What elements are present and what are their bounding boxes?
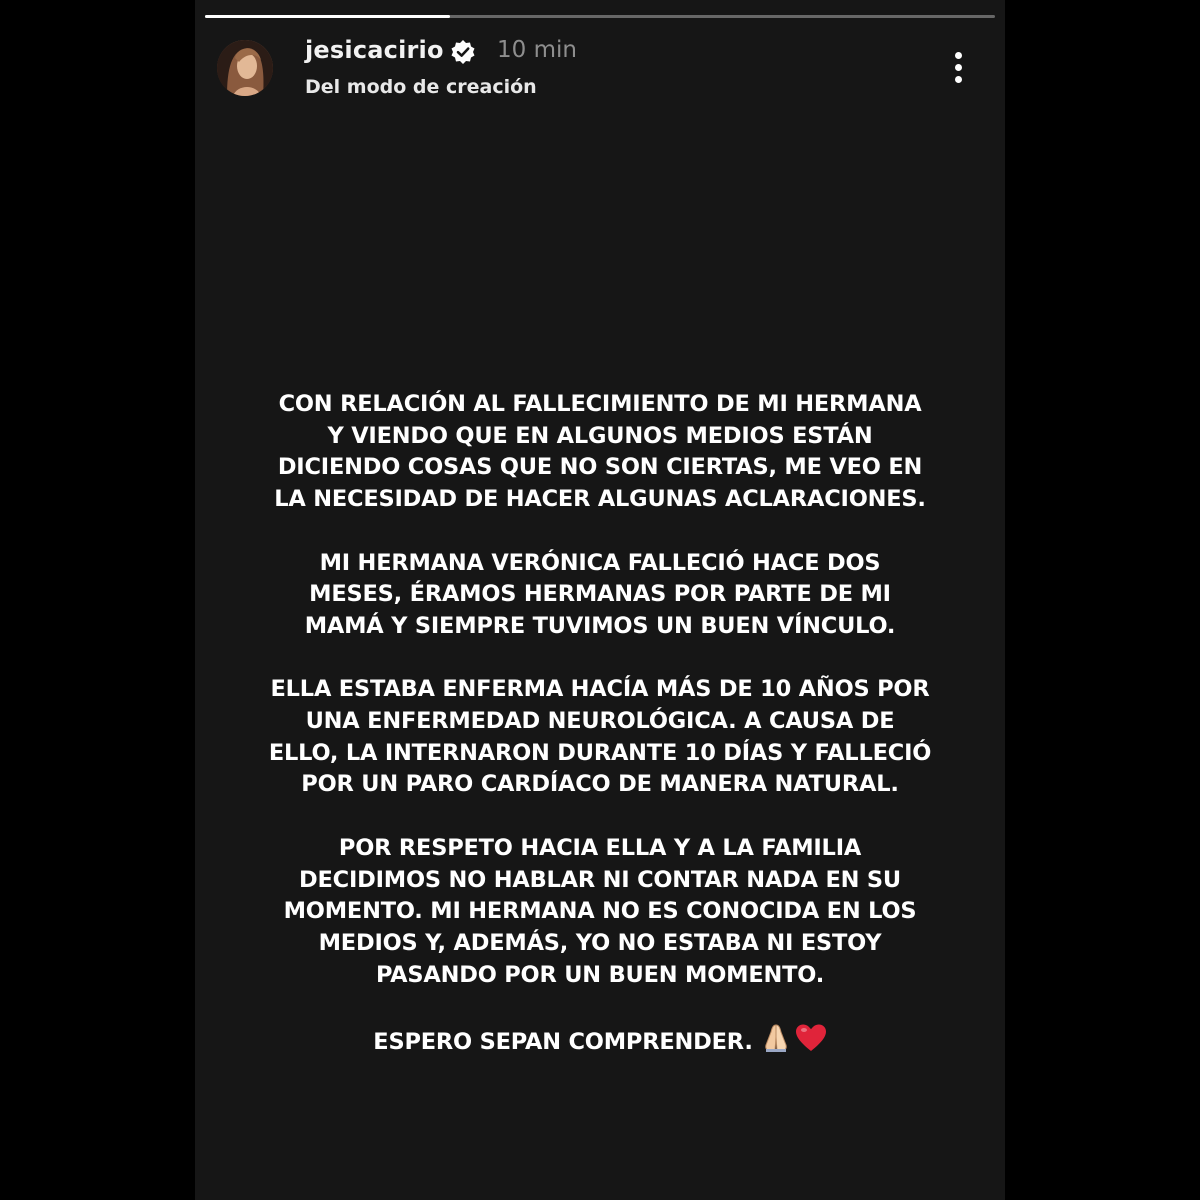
text-line: MAMÁ Y SIEMPRE TUVIMOS UN BUEN VÍNCULO.: [304, 612, 896, 639]
story-progress-fill: [205, 15, 450, 18]
post-timestamp: 10 min: [497, 37, 577, 63]
text-line: ELLO, LA INTERNARON DURANTE 10 DÍAS Y FALLECIÓ: [268, 739, 932, 766]
text-line: ELLA ESTABA ENFERMA HACÍA MÁS DE 10 AÑOS POR: [270, 676, 930, 703]
text-line: DICIENDO COSAS QUE NO SON CIERTAS, ME VEO EN: [277, 454, 923, 481]
more-vertical-icon: [955, 52, 962, 59]
text-line: POR UN PARO CARDÍACO DE MANERA NATURAL.: [301, 771, 899, 798]
red-heart-icon: [795, 1023, 827, 1063]
paragraph-2: [215, 548, 985, 643]
paragraph-1: [215, 389, 985, 516]
text-line: UNA ENFERMEDAD NEUROLÓGICA. A CAUSA DE: [305, 708, 895, 734]
text-line: Y VIENDO QUE EN ALGUNOS MEDIOS ESTÁN: [327, 422, 873, 449]
closing-text: ESPERO SEPAN COMPRENDER.: [373, 1029, 753, 1055]
story-source-label[interactable]: Del modo de creación: [305, 76, 537, 98]
avatar[interactable]: [217, 40, 273, 96]
paragraph-3: [215, 674, 985, 801]
text-line: LA NECESIDAD DE HACER ALGUNAS ACLARACIONES.: [274, 486, 926, 513]
story-text: [215, 389, 985, 1063]
folded-hands-icon: [759, 1023, 793, 1063]
closing-paragraph: [215, 1023, 985, 1063]
text-line: POR RESPETO HACIA ELLA Y A LA FAMILIA: [338, 834, 862, 861]
story-view[interactable]: [195, 0, 1005, 1200]
more-options-button[interactable]: [943, 46, 975, 88]
text-line: MI HERMANA VERÓNICA FALLECIÓ HACE DOS: [319, 549, 881, 576]
text-line: MESES, ÉRAMOS HERMANAS POR PARTE DE MI: [309, 581, 891, 608]
paragraph-4: [215, 833, 985, 992]
verified-badge-icon: [450, 39, 476, 65]
closing-line: [215, 1023, 985, 1063]
username[interactable]: jesicacirio: [305, 36, 444, 64]
story-progress-bar: [205, 15, 995, 18]
text-line: MOMENTO. MI HERMANA NO ES CONOCIDA EN LOS: [283, 898, 917, 925]
text-line: PASANDO POR UN BUEN MOMENTO.: [375, 961, 825, 988]
text-line: CON RELACIÓN AL FALLECIMIENTO DE MI HERMANA: [278, 391, 922, 417]
text-line: MEDIOS Y, ADEMÁS, YO NO ESTABA NI ESTOY: [318, 929, 882, 956]
text-line: DECIDIMOS NO HABLAR NI CONTAR NADA EN SU: [299, 866, 901, 893]
